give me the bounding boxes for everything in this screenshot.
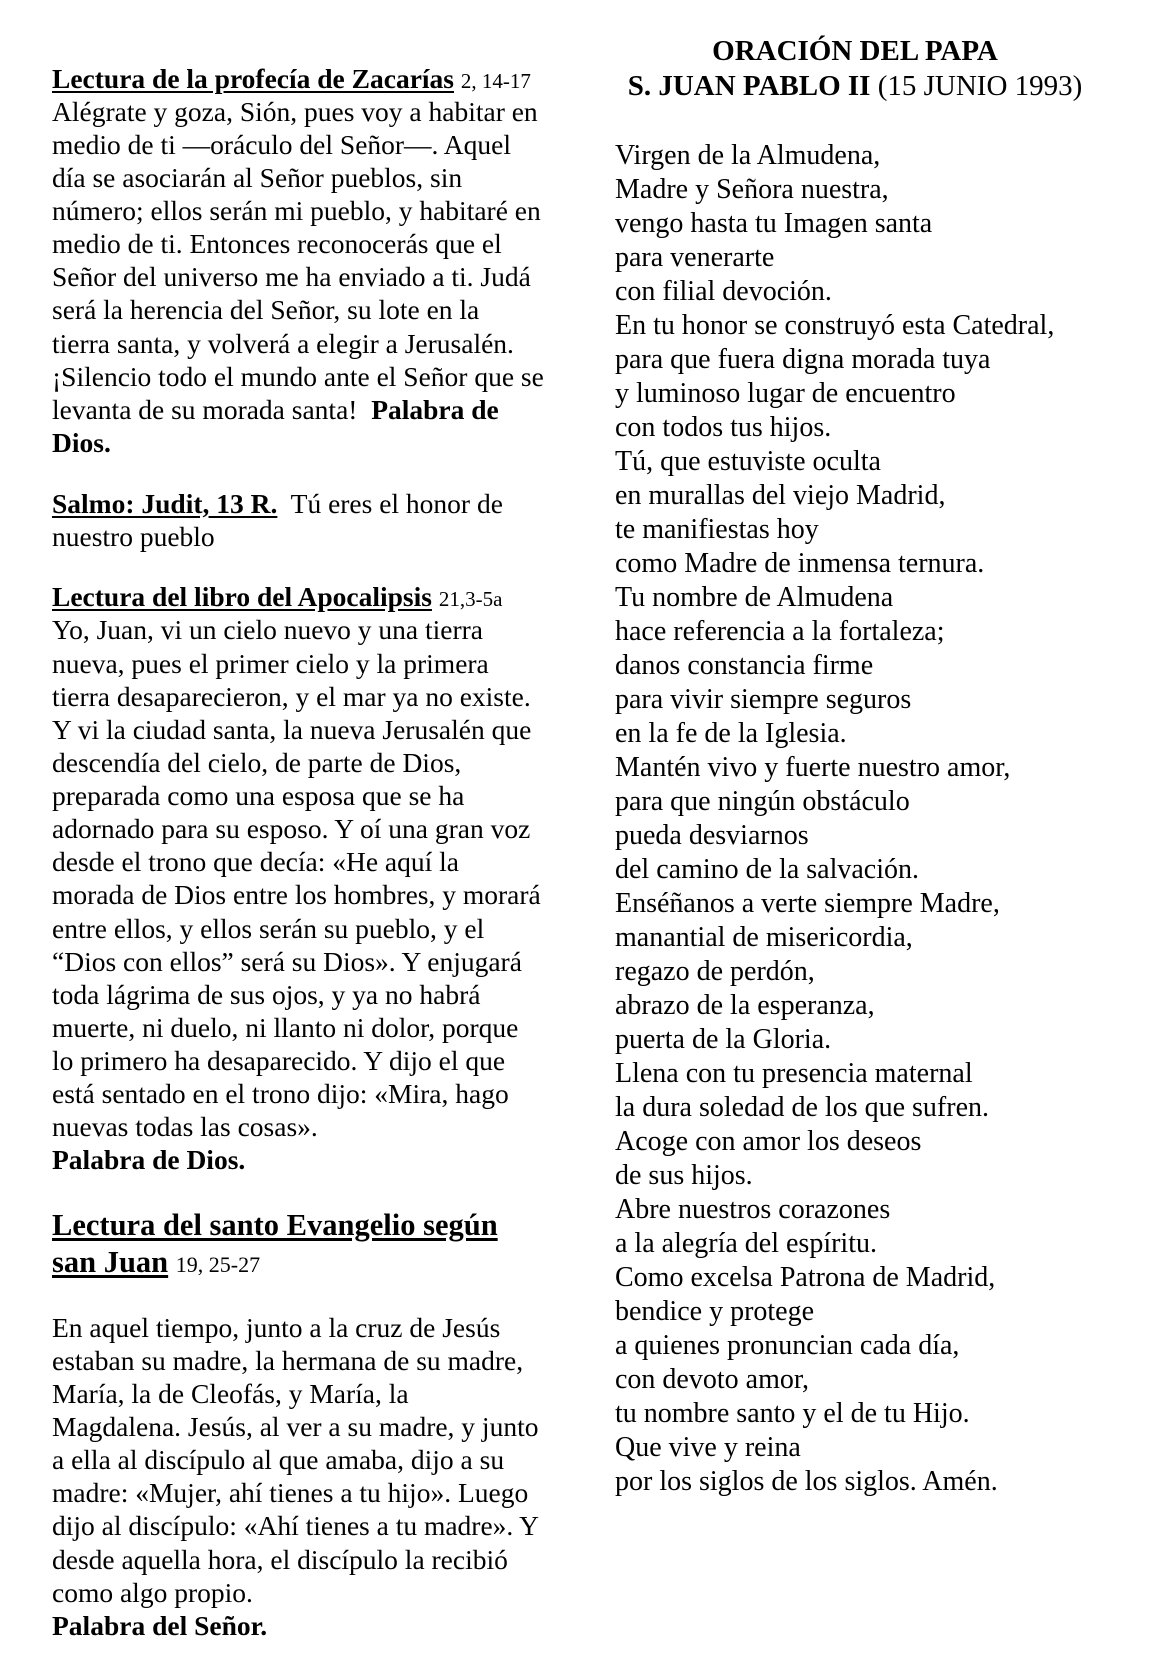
gospel-title-line1: Lectura del santo Evangelio según — [52, 1208, 498, 1242]
prayer-line: En tu honor se construyó esta Catedral, — [615, 309, 1055, 341]
left-column — [52, 34, 544, 1653]
prayer-line: bendice y protege — [615, 1296, 815, 1328]
reading-apocalipsis-response: Palabra de Dios. — [52, 1144, 246, 1176]
prayer-line: Enséñanos a verte siempre Madre, — [615, 888, 1000, 920]
prayer-line: hace referencia a la fortaleza; — [615, 615, 945, 647]
prayer-line: Que vive y reina — [615, 1432, 801, 1464]
prayer-line: vengo hasta tu Imagen santa — [615, 207, 933, 239]
prayer-line: del camino de la salvación. — [615, 854, 919, 886]
reading-apocalipsis-block — [52, 580, 544, 1176]
prayer-line: te manifiestas hoy — [615, 513, 819, 545]
prayer-line: y luminoso lugar de encuentro — [615, 377, 956, 409]
prayer-line: en la fe de la Iglesia. — [615, 718, 847, 750]
reading-zacarias-response: Palabra de Dios. — [52, 393, 499, 458]
prayer-line: Como excelsa Patrona de Madrid, — [615, 1262, 996, 1294]
prayer-header-date: (15 JUNIO 1993) — [877, 70, 1083, 103]
prayer-line: Virgen de la Almudena, — [615, 139, 881, 171]
psalm-paragraph — [52, 487, 544, 553]
prayer-line: con filial devoción. — [615, 275, 832, 307]
prayer-line: Madre y Señora nuestra, — [615, 173, 889, 205]
gospel-reference: 19, 25-27 — [175, 1251, 261, 1277]
prayer-line: regazo de perdón, — [615, 956, 815, 988]
reading-zacarias-body: Alégrate y goza, Sión, pues voy a habitar en medio de ti —oráculo del Señor—. Aquel día se asociarán al Señor pueblos, sin número; ellos serán mi pueblo, y habitaré en medio de ti. Entonces reconocerás que el Señor del universo me ha enviado a ti. Judá será la herencia del Señor, su lote en la tierra santa, y volverá a elegir a Jerusalén. ¡Silencio todo el mundo ante el Señor que se levanta de su morada santa! — [52, 95, 544, 425]
prayer-line: para que fuera digna morada tuya — [615, 343, 991, 375]
prayer-header-line1: ORACIÓN DEL PAPA — [712, 35, 998, 67]
gospel-heading — [52, 1207, 544, 1280]
prayer-line: Abre nuestros corazones — [615, 1194, 891, 1226]
prayer-line: Tu nombre de Almudena — [615, 581, 894, 613]
prayer-line: como Madre de inmensa ternura. — [615, 547, 985, 579]
gospel-response: Palabra del Señor. — [52, 1609, 268, 1641]
prayer-line: con devoto amor, — [615, 1364, 810, 1396]
prayer-line: pueda desviarnos — [615, 820, 809, 852]
prayer-line: tu nombre santo y el de tu Hijo. — [615, 1398, 970, 1430]
prayer-line: para venerarte — [615, 241, 775, 273]
prayer-line: Acoge con amor los deseos — [615, 1126, 922, 1158]
gospel-block — [52, 1207, 544, 1642]
prayer-line: danos constancia firme — [615, 649, 874, 681]
prayer-line: con todos tus hijos. — [615, 411, 832, 443]
gospel-body-paragraph — [52, 1311, 544, 1642]
gospel-title-line2: san Juan — [52, 1244, 169, 1279]
prayer-body — [597, 139, 1113, 1500]
reading-apocalipsis-body: Yo, Juan, vi un cielo nuevo y una tierra nueva, pues el primer cielo y la primera tierra desaparecieron, y el mar ya no existe. Y vi la ciudad santa, la nueva Jerusalén que descendía del cielo, de parte de Dios, preparada como una esposa que se ha adornado para su esposo. Y oí una gran voz desde el trono que decía: «He aquí la morada de Dios entre los hombres, y morará entre ellos, y ellos serán su pueblo, y el “Dios con ellos” será su Dios». Y enjugará toda lágrima de sus ojos, y ya no habrá muerte, ni duelo, ni llanto ni dolor, porque lo primero ha desaparecido. Y dijo el que está sentado en el trono dijo: «Mira, hago nuevas todas las cosas». — [52, 614, 541, 1143]
reading-apocalipsis-reference: 21,3-5a — [438, 587, 503, 612]
psalm-antiphon: Tú eres el honor de nuestro pueblo — [52, 487, 503, 552]
reading-apocalipsis-title: Lectura del libro del Apocalipsis — [52, 581, 432, 613]
psalm-title: Salmo: Judit, 13 R. — [52, 487, 278, 519]
prayer-line: abrazo de la esperanza, — [615, 990, 875, 1022]
right-column — [597, 34, 1113, 1499]
prayer-line: en murallas del viejo Madrid, — [615, 479, 946, 511]
reading-zacarias-block — [52, 62, 544, 460]
prayer-line: manantial de misericordia, — [615, 922, 913, 954]
prayer-line: a quienes pronuncian cada día, — [615, 1330, 960, 1362]
psalm-block — [52, 487, 544, 553]
prayer-line: por los siglos de los siglos. Amén. — [615, 1466, 998, 1498]
prayer-line: Mantén vivo y fuerte nuestro amor, — [615, 752, 1011, 784]
reading-zacarias-reference: 2, 14-17 — [460, 68, 531, 93]
reading-apocalipsis — [52, 580, 544, 1176]
prayer-line: para que ningún obstáculo — [615, 786, 910, 818]
two-column-layout — [52, 34, 1113, 1653]
prayer-header-line2: S. JUAN PABLO II — [627, 70, 871, 103]
reading-zacarias — [52, 62, 544, 460]
prayer-line: Llena con tu presencia maternal — [615, 1058, 973, 1090]
prayer-line: a la alegría del espíritu. — [615, 1228, 877, 1260]
prayer-header — [597, 34, 1113, 105]
prayer-line: la dura soledad de los que sufren. — [615, 1092, 989, 1124]
gospel-body: En aquel tiempo, junto a la cruz de Jesús estaban su madre, la hermana de su madre, María, la de Cleofás, y María, la Magdalena. Jesús, al ver a su madre, y junto a ella al discípulo al que amaba, dijo a su madre: «Mujer, ahí tienes a tu hijo». Luego dijo al discípulo: «Ahí tienes a tu madre». Y desde aquella hora, el discípulo la recibió como algo propio. — [52, 1311, 539, 1608]
reading-zacarias-title: Lectura de la profecía de Zacarías — [52, 62, 454, 94]
prayer-line: Tú, que estuviste oculta — [615, 445, 881, 477]
prayer-line: de sus hijos. — [615, 1160, 753, 1192]
prayer-line: para vivir siempre seguros — [615, 684, 912, 715]
prayer-line: puerta de la Gloria. — [615, 1024, 832, 1056]
